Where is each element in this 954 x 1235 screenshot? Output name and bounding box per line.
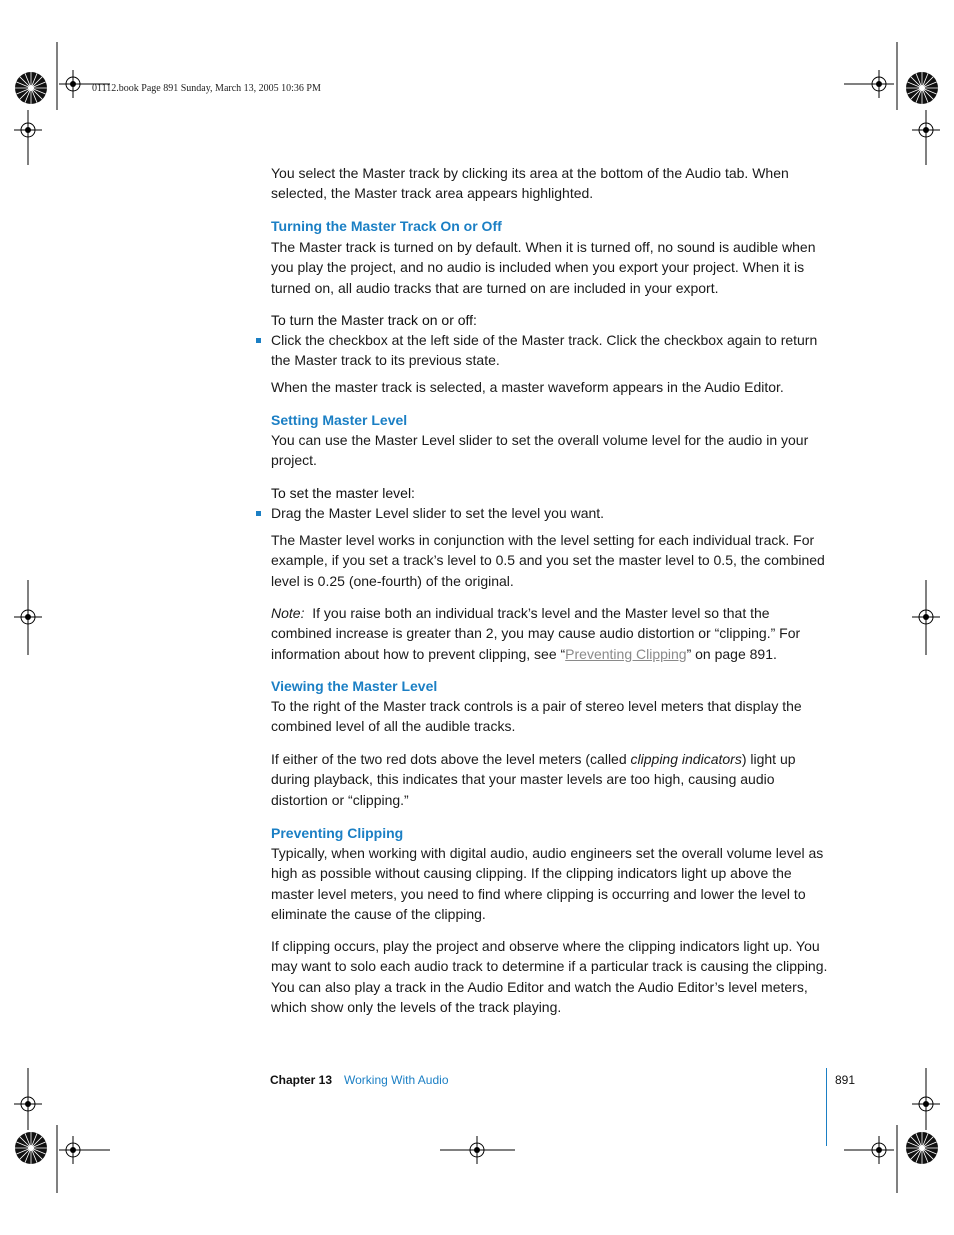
preventing-clipping-link[interactable]: Preventing Clipping [565,645,687,662]
paragraph-stereo-meters: To the right of the Master track controls is a pair of stereo level meters that display the combined level of all the audible tracks. [271,698,802,735]
heading-setting-master-level: Setting Master Level [271,412,408,428]
clipping-indicators-term: clipping indicators [630,751,742,767]
clipping-text-a: If either of the two red dots above the level meters (called [271,751,631,767]
paragraph-clipping-indicators [271,749,831,810]
heading-viewing-master-level: Viewing the Master Level [271,678,438,694]
step-heading-turn-on-off: To turn the Master track on or off: [271,312,477,328]
print-slug: 01112.book Page 891 Sunday, March 13, 2005 10:36 PM [92,83,321,94]
note-label: Note: [271,605,305,621]
paragraph-waveform: When the master track is selected, a master waveform appears in the Audio Editor. [271,379,784,395]
heading-turning-master-track: Turning the Master Track On or Off [271,218,502,234]
page-number: 891 [835,1073,856,1087]
paragraph-master-slider: You can use the Master Level slider to set the overall volume level for the audio in your project. [271,432,809,469]
footer-chapter: Chapter 13 [270,1073,333,1087]
bullet-square-icon [256,511,261,516]
paragraph-digital-audio: Typically, when working with digital audio, audio engineers set the overall volume level as high as possible without causing clipping. If the clipping indicators light up above the master level meters, you need to find where clipping is occurring and lower the level to eliminate the cause of the clipping. [271,845,824,922]
paragraph-clipping-occurs: If clipping occurs, play the project and observe where the clipping indicators light up. You may want to solo each audio track to determine if a particular track is causing the clipping. You can also play a track in the Audio Editor and watch the Audio Editor’s level meters, which show only the levels of the track playing. [271,938,828,1015]
paragraph-conjunction: The Master level works in conjunction with the level setting for each individual track. For example, if you set a track’s level to 0.5 and you set the master level to 0.5, the combined level is 0.25 (one-fourth) of the original. [271,532,825,589]
note-text: If you raise both an individual track’s level and the Master level so that the combined increase is greater than 2, you may cause audio distortion or “clipping.” For information about how to prevent clipping, see “ [271,605,801,662]
bullet-square-icon [256,338,261,343]
heading-preventing-clipping: Preventing Clipping [271,825,404,841]
paragraph-master-default: The Master track is turned on by default. When it is turned off, no sound is audible when you play the project, and no audio is included when you export your project. When it is turned on, all audio tracks that are turned on are included in your export. [271,239,816,296]
clipping-text-b: ) light up during playback, this indicates that your master levels are too high, causing audio distortion or “clipping.” [271,751,796,808]
step-heading-set-level: To set the master level: [271,485,415,501]
footer-chapter-title: Working With Audio [344,1073,449,1087]
bullet-drag-slider: Drag the Master Level slider to set the level you want. [271,505,605,521]
intro-paragraph: You select the Master track by clicking its area at the bottom of the Audio tab. When selected, the Master track area appears highlighted. [271,165,789,202]
note-end: ” on page 891. [686,645,777,662]
bullet-click-checkbox: Click the checkbox at the left side of the Master track. Click the checkbox again to return the Master track to its previous state. [271,332,818,369]
note-paragraph [271,603,831,664]
footer-divider [826,1068,827,1146]
